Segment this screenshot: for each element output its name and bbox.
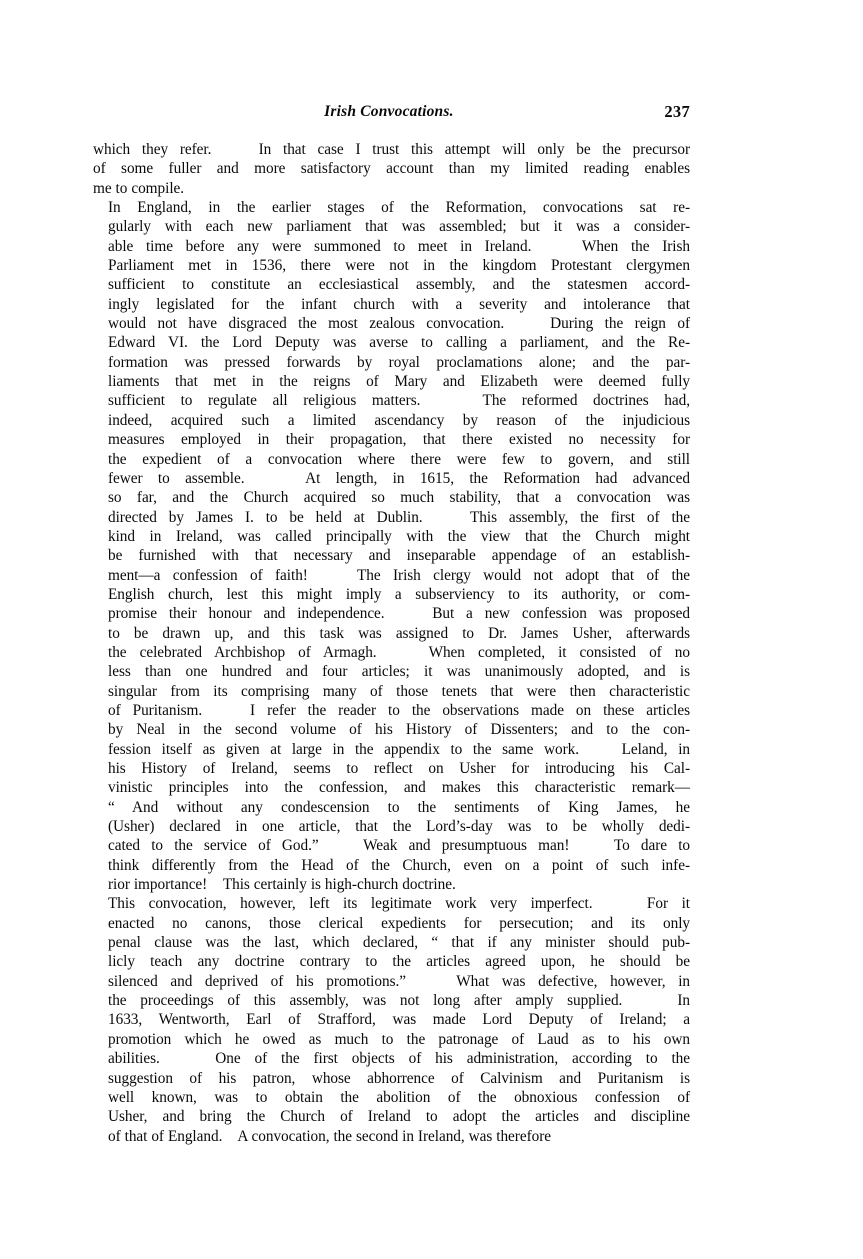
text-line: to be drawn up, and this task was assigned to Dr. James Usher, afterwards [108, 624, 690, 642]
text-line: In England, in the earlier stages of the Reformation, convocations sat re- [108, 199, 690, 217]
text-line: silenced and deprived of his promotions.” What was defective, however, in [108, 972, 690, 990]
text-line: less than one hundred and four articles; it was unanimously adopted, and is [108, 663, 690, 681]
running-head-title: Irish Convocations. [324, 103, 454, 120]
text-line: suggestion of his patron, whose abhorrence of Calvinism and Puritanism is [108, 1069, 690, 1087]
para-continuation [93, 140, 690, 198]
text-line: kind in Ireland, was called principally with the view that the Church might [108, 527, 690, 545]
text-line: Usher, and bring the Church of Ireland to adopt the articles and discipline [108, 1108, 690, 1126]
text-line: which they refer. In that case I trust this attempt will only be the precursor [93, 141, 690, 158]
text-line: would not have disgraced the most zealous convocation. During the reign of [108, 315, 690, 333]
text-line: indeed, acquired such a limited ascendancy by reason of the injudicious [108, 411, 690, 429]
text-line: This convocation, however, left its legitimate work very imperfect. For it [108, 895, 690, 913]
text-line: ingly legislated for the infant church with a severity and intolerance that [108, 295, 690, 313]
text-line: vinistic principles into the confession, and makes this characteristic remark— [108, 779, 690, 797]
running-head [93, 103, 690, 125]
text-line: be furnished with that necessary and inseparable appendage of an establish- [108, 547, 690, 565]
text-line: English church, lest this might imply a subserviency to its authority, or com- [108, 585, 690, 603]
text-line: enacted no canons, those clerical expedients for persecution; and its only [108, 914, 690, 932]
body-text-column [93, 140, 690, 1146]
text-line: sufficient to constitute an ecclesiastical assembly, and the statesmen accord- [108, 276, 690, 294]
page-number: 237 [664, 102, 690, 121]
text-line: promise their honour and independence. But a new confession was proposed [108, 605, 690, 623]
text-line: of Puritanism. I refer the reader to the observations made on these articles [108, 701, 690, 719]
text-line: me to compile. [93, 179, 185, 197]
text-line: fewer to assemble. At length, in 1615, the Reformation had advanced [108, 469, 690, 487]
text-line: so far, and the Church acquired so much stability, that a convocation was [108, 489, 690, 507]
text-line: well known, was to obtain the abolition of the obnoxious confession of [108, 1088, 690, 1106]
text-line: his History of Ireland, seems to reflect on Usher for introducing his Cal- [108, 760, 690, 777]
text-line: 1633, Wentworth, Earl of Strafford, was made Lord Deputy of Ireland; a [108, 1011, 690, 1029]
para-in-england [93, 198, 690, 894]
text-line: liaments that met in the reigns of Mary and Elizabeth were deemed fully [108, 373, 690, 391]
para-this-convocation [93, 894, 690, 1145]
text-line: able time before any were summoned to meet in Ireland. When the Irish [108, 237, 690, 255]
text-line: ment—a confession of faith! The Irish clergy would not adopt that of the [108, 566, 690, 584]
text-line: think differently from the Head of the Church, even on a point of such infe- [108, 856, 690, 874]
text-line: of some fuller and more satisfactory account than my limited reading enables [93, 160, 690, 178]
text-line: directed by James I. to be held at Dublin. This assembly, the first of the [108, 508, 690, 526]
text-line: Parliament met in 1536, there were not in the kingdom Protestant clergymen [108, 257, 690, 275]
text-line: licly teach any doctrine contrary to the articles agreed upon, he should be [108, 953, 690, 971]
text-line: penal clause was the last, which declared, “ that if any minister should pub- [108, 934, 690, 952]
text-line: the celebrated Archbishop of Armagh. When completed, it consisted of no [108, 643, 690, 661]
text-line: promotion which he owed as much to the patronage of Laud as to his own [108, 1030, 690, 1048]
text-line: “ And without any condescension to the sentiments of King James, he [108, 798, 690, 816]
text-line: sufficient to regulate all religious matters. The reformed doctrines had, [108, 392, 690, 410]
text-line: of that of England. A convocation, the second in Ireland, was therefore [108, 1127, 551, 1145]
text-line: singular from its comprising many of those tenets that were then characteristic [108, 682, 690, 700]
text-line: rior importance! This certainly is high-church doctrine. [108, 876, 456, 894]
text-line: Edward VI. the Lord Deputy was averse to calling a parliament, and the Re- [108, 334, 690, 352]
text-line: by Neal in the second volume of his History of Dissenters; and to the con- [108, 721, 690, 739]
text-line: formation was pressed forwards by royal proclamations alone; and the par- [108, 353, 690, 371]
text-line: cated to the service of God.” Weak and presumptuous man! To dare to [108, 837, 690, 855]
text-line: the expedient of a convocation where there were few to govern, and still [108, 450, 690, 468]
text-line: gularly with each new parliament that was assembled; but it was a consider- [108, 218, 690, 236]
text-line: fession itself as given at large in the appendix to the same work. Leland, in [108, 740, 690, 758]
text-line: abilities. One of the first objects of his administration, according to the [108, 1050, 690, 1068]
text-line: (Usher) declared in one article, that the Lord’s-day was to be wholly dedi- [108, 818, 690, 836]
text-line: measures employed in their propagation, that there existed no necessity for [108, 431, 690, 449]
text-line: the proceedings of this assembly, was not long after amply supplied. In [108, 992, 690, 1010]
